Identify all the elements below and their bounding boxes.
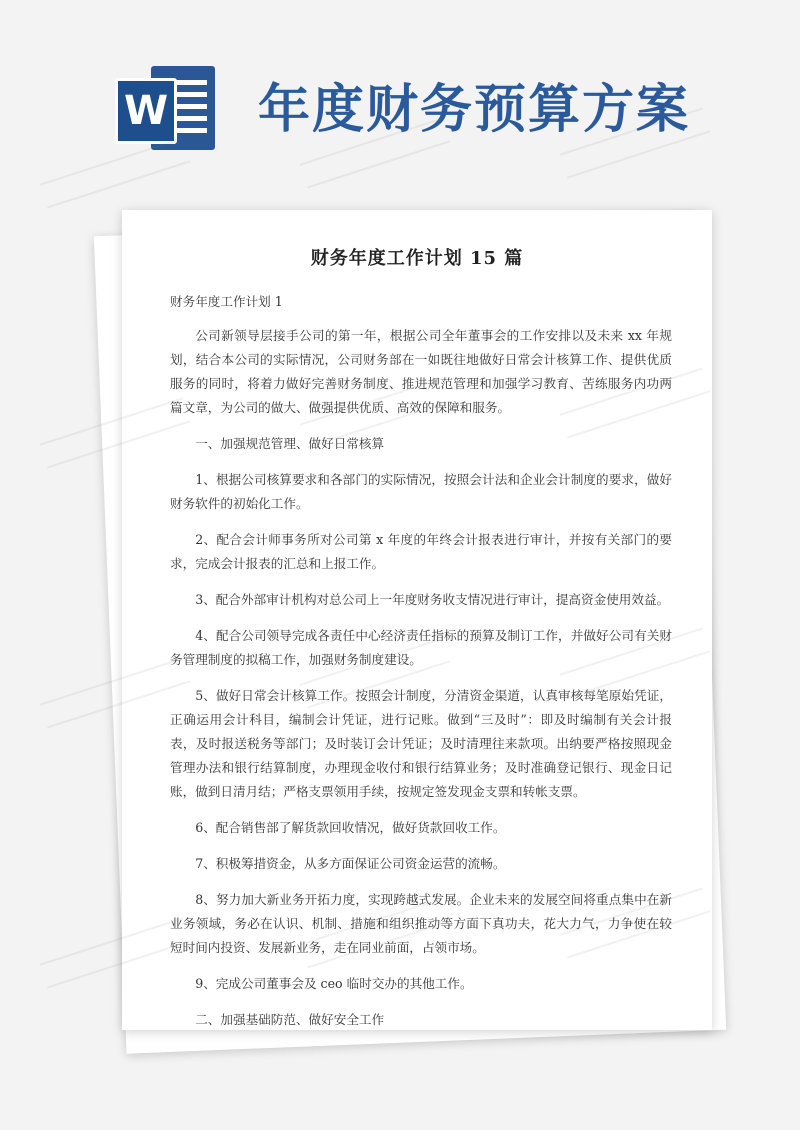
paragraph: 4、配合公司领导完成各责任中心经济责任指标的预算及制订工作，并做好公司有关财务管理制度的拟稿工作，加强财务制度建设。 <box>170 628 672 667</box>
word-icon-badge: W <box>115 78 177 144</box>
document-body <box>170 290 672 1044</box>
paragraph: 3、配合外部审计机构对总公司上一年度财务收支情况进行审计，提高资金使用效益。 <box>195 592 670 607</box>
word-icon <box>115 66 215 150</box>
section-heading: 一、加强规范管理、做好日常核算 <box>195 436 385 451</box>
word-icon-line <box>173 116 207 121</box>
word-icon-line <box>173 104 207 109</box>
paragraph: 8、努力加大新业务开拓力度，实现跨越式发展。企业未来的发展空间将重点集中在新业务领域，务必在认识、机制、措施和组织推动等方面下真功夫，花大力气，力争使在较短时间内投资、发展新业务，走在同业前面，占领市场。 <box>170 892 672 955</box>
word-icon-line <box>173 80 207 85</box>
paragraph: 7、积极筹措资金，从多方面保证公司资金运营的流畅。 <box>195 856 506 871</box>
word-icon-line <box>173 92 207 97</box>
paragraph: 公司新领导层接手公司的第一年，根据公司全年董事会的工作安排以及未来 xx 年规划，结合本公司的实际情况，公司财务部在一如既往地做好日常会计核算工作、提供优质服务的同时，将着力做好完善财务制度、推进规范管理和加强学习教育、苦练服务内功两篇文章，为公司的做大、做强提供优质、高效的保障和服务。 <box>170 328 672 415</box>
document-page <box>122 210 712 1030</box>
paragraph: 9、完成公司董事会及 ceo 临时交办的其他工作。 <box>195 976 473 991</box>
word-icon-line <box>173 128 207 133</box>
paragraph: 6、配合销售部了解货款回收情况，做好货款回收工作。 <box>195 820 506 835</box>
document-title: 财务年度工作计划 15 篇 <box>310 248 524 269</box>
section-heading: 二、加强基础防范、做好安全工作 <box>195 1012 385 1027</box>
paragraph: 5、做好日常会计核算工作。按照会计制度，分清资金渠道，认真审核每笔原始凭证，正确运用会计科目，编制会计凭证，进行记账。做到“三及时”：即及时编制有关会计报表，及时报送税务等部门；及时装订会计凭证；及时清理往来款项。出纳要严格按照现金管理办法和银行结算制度，办理现金收付和银行结算业务；及时准确登记银行、现金日记账，做到日清月结；严格支票领用手续，按规定签发现金支票和转帐支票。 <box>170 688 672 799</box>
document-subtitle: 财务年度工作计划 1 <box>170 294 283 309</box>
paragraph: 1、根据公司核算要求和各部门的实际情况，按照会计法和企业会计制度的要求，做好财务软件的初始化工作。 <box>170 472 672 511</box>
paragraph: 2、配合会计师事务所对公司第 x 年度的年终会计报表进行审计，并按有关部门的要求，完成会计报表的汇总和上报工作。 <box>170 532 672 571</box>
page-title: 年度财务预算方案 <box>258 80 691 140</box>
